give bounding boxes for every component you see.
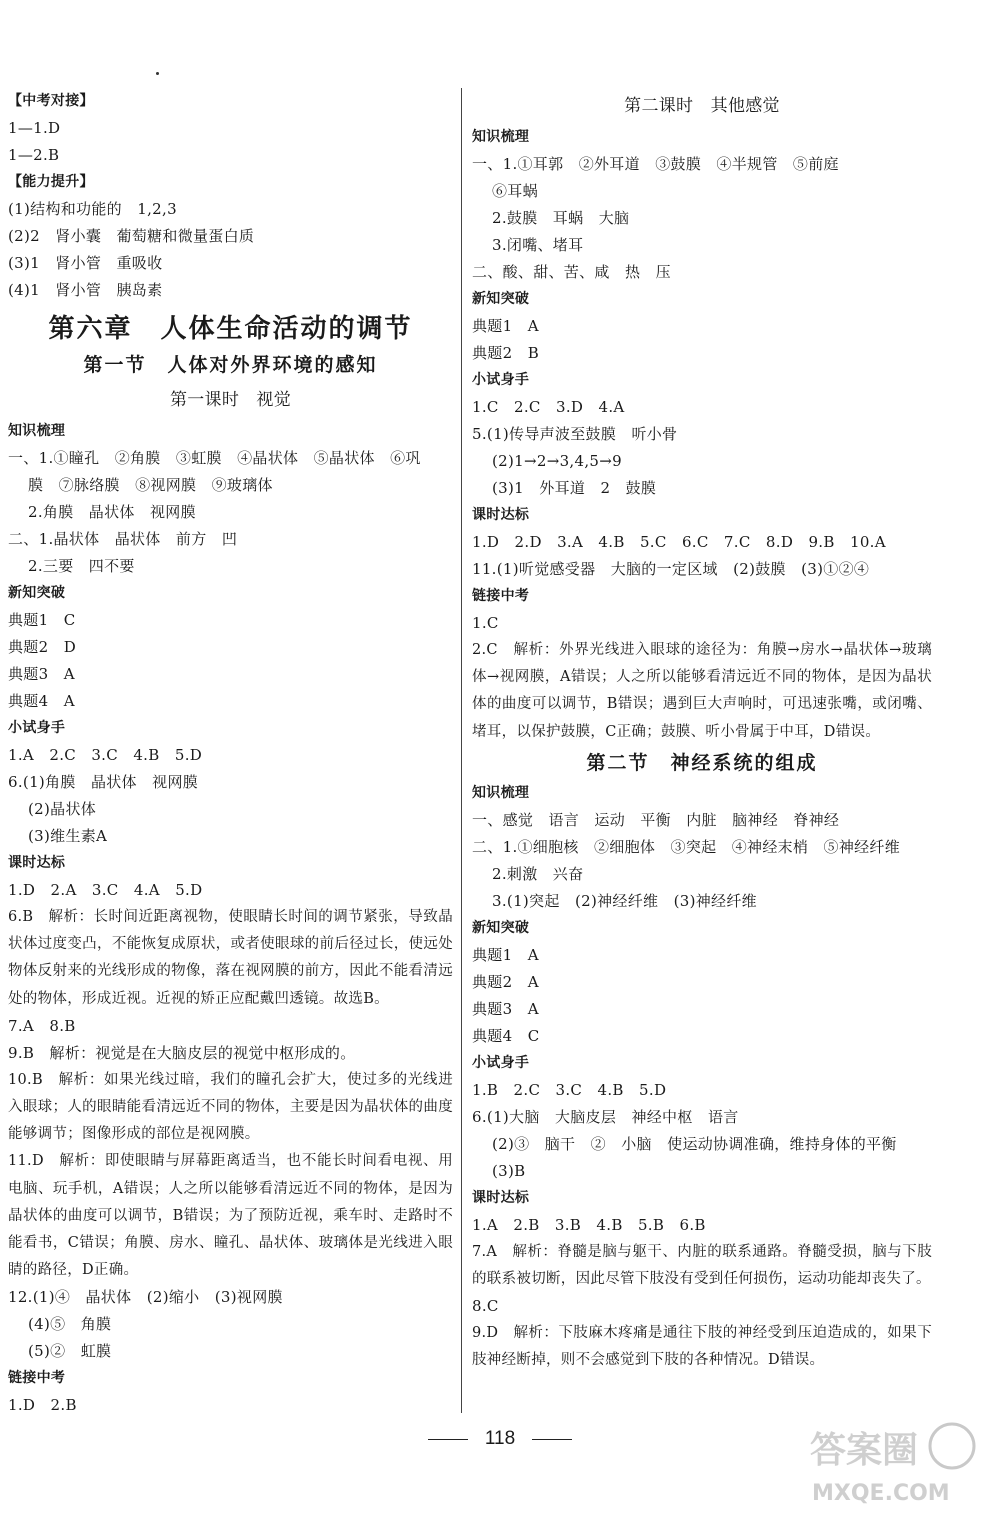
text-line: (2)2 肾小囊 葡萄糖和微量蛋白质 — [8, 227, 255, 245]
text-line: 6.(1)大脑 大脑皮层 神经中枢 语言 — [472, 1107, 739, 1126]
text-line: 6.(1)角膜 晶状体 视网膜 — [8, 773, 199, 791]
text-line: (3)1 肾小管 重吸收 — [8, 254, 163, 272]
text-line: 1.D 2.B — [8, 1396, 77, 1415]
lesson-title: 第二课时 其他感觉 — [624, 96, 780, 116]
section-heading: 知识梳理 — [472, 784, 530, 801]
text-line: 1.D 2.D 3.A 4.B 5.C 6.C 7.C 8.D 9.B 10.A — [472, 533, 886, 551]
text-line: 膜 ⑦脉络膜 ⑧视网膜 ⑨玻璃体 — [28, 476, 273, 494]
section-heading: 小试身手 — [472, 372, 530, 388]
text-line: 典题1 A — [472, 317, 539, 335]
text-line: 典题2 A — [472, 972, 539, 991]
explanation-paragraph: 9.D 解析：下肢麻木疼痛是通往下肢的神经受到压迫造成的，如果下肢神经断掉，则不会感觉到下肢的各种情况。D错误。 — [472, 1325, 932, 1369]
text-line: 一、1.①瞳孔 ②角膜 ③虹膜 ④晶状体 ⑤晶状体 ⑥巩 — [8, 449, 421, 467]
text-line: 3.闭嘴、堵耳 — [492, 236, 584, 254]
section-heading: 课时达标 — [472, 1189, 530, 1206]
lesson-title: 第一课时 视觉 — [169, 390, 292, 410]
text-line: 典题4 A — [8, 692, 75, 710]
section-heading: 新知突破 — [472, 291, 530, 307]
text-line: 2.刺激 兴奋 — [492, 864, 584, 883]
section-heading: 小试身手 — [8, 720, 66, 736]
text-line: 典题1 A — [472, 945, 539, 964]
text-line: 2.三要 四不要 — [28, 557, 135, 575]
text-line: 9.B 解析：视觉是在大脑皮层的视觉中枢形成的。 — [8, 1043, 356, 1062]
text-line: (1)结构和功能的 1,2,3 — [8, 200, 177, 218]
section-heading: 课时达标 — [8, 855, 66, 871]
text-line: 二、1.晶状体 晶状体 前方 凹 — [8, 530, 238, 548]
text-line: 3.(1)突起 (2)神经纤维 (3)神经纤维 — [492, 891, 757, 910]
text-line: 二、酸、甜、苦、咸 热 压 — [472, 263, 671, 281]
section-heading: 知识梳理 — [8, 423, 66, 439]
text-line: (4)⑤ 角膜 — [28, 1315, 112, 1334]
text-line: 典题2 D — [8, 638, 77, 656]
text-line: (3)维生素A — [28, 827, 108, 845]
text-line: 1—2.B — [8, 146, 60, 164]
text-line: 典题1 C — [8, 611, 76, 629]
text-line: 典题3 A — [8, 665, 75, 683]
section-heading: 新知突破 — [8, 585, 66, 601]
text-line: 5.(1)传导声波至鼓膜 听小骨 — [472, 425, 678, 443]
section-heading: 链接中考 — [472, 588, 530, 604]
text-line: (3)1 外耳道 2 鼓膜 — [492, 479, 657, 497]
section-heading: 【能力提升】 — [8, 174, 94, 190]
text-line: 一、1.①耳郭 ②外耳道 ③鼓膜 ④半规管 ⑤前庭 — [472, 155, 839, 173]
text-line: 1.A 2.C 3.C 4.B 5.D — [8, 746, 203, 764]
text-line: (2)1→2→3,4,5→9 — [492, 452, 622, 470]
watermark-top: 答案圈 — [810, 1430, 919, 1471]
section-heading: 链接中考 — [8, 1370, 66, 1387]
text-line: 8.C — [472, 1297, 499, 1316]
explanation-paragraph: 10.B 解析：如果光线过暗，我们的瞳孔会扩大，使过多的光线进入眼球；人的眼睛能看清远近不同的物体，主要是因为晶状体的曲度能够调节；图像形成的部位是视网膜。 — [8, 1071, 453, 1143]
text-line: (3)B — [492, 1161, 526, 1180]
footer-rule-right — [532, 1439, 572, 1440]
right-column — [472, 88, 932, 1375]
watermark-bottom: MXQE.COM — [812, 1481, 950, 1506]
text-line: 2.角膜 晶状体 视网膜 — [28, 503, 196, 521]
text-line: 1.B 2.C 3.C 4.B 5.D — [472, 1080, 667, 1099]
page-number: 118 — [484, 1428, 516, 1449]
text-line: (2)③ 脑干 ② 小脑 使运动协调准确，维持身体的平衡 — [492, 1134, 897, 1153]
explanation-paragraph: 7.A 解析：脊髓是脑与躯干、内脏的联系通路。脊髓受损，脑与下肢的联系被切断，因此尽管下肢没有受到任何损伤，运动功能却丧失了。 — [472, 1243, 932, 1288]
text-line: 1.A 2.B 3.B 4.B 5.B 6.B — [472, 1215, 706, 1234]
text-line: 二、1.①细胞核 ②细胞体 ③突起 ④神经末梢 ⑤神经纤维 — [472, 837, 901, 856]
section-heading: 知识梳理 — [472, 129, 530, 145]
text-line: 一、感觉 语言 运动 平衡 内脏 脑神经 脊神经 — [472, 810, 840, 829]
text-line: 1.D 2.A 3.C 4.A 5.D — [8, 881, 203, 899]
text-line: 7.A 8.B — [8, 1016, 76, 1035]
text-line: 1.C 2.C 3.D 4.A — [472, 398, 625, 416]
text-line: 12.(1)④ 晶状体 (2)缩小 (3)视网膜 — [8, 1288, 283, 1307]
text-line: (5)② 虹膜 — [28, 1342, 112, 1361]
explanation-paragraph: 2.C 解析：外界光线进入眼球的途径为：角膜→房水→晶状体→玻璃体→视网膜，A错误；人之所以能够看清远近不同的物体，是因为晶状体的曲度可以调节，B错误；遇到巨大声响时，可迅速张嘴，或闭嘴、堵耳，以保护鼓膜，C正确；鼓膜、听小骨属于中耳，D错误。 — [472, 642, 932, 740]
explanation-paragraph: 11.D 解析：即使眼睛与屏幕距离适当，也不能长时间看电视、用电脑、玩手机，A错误；人之所以能够看清远近不同的物体，是因为晶状体的曲度可以调节，B错误；为了预防近视，乘车时、走路时不能看书，C错误；角膜、房水、瞳孔、晶状体、玻璃体是光线进入眼睛的路径，D正确。 — [8, 1153, 453, 1279]
section-heading: 课时达标 — [472, 507, 530, 523]
explanation-paragraph: 6.B 解析：长时间近距离视物，使眼睛长时间的调节紧张，导致晶状体过度变凸，不能恢复成原状，或者使眼球的前后径过长，使远处物体反射来的光线形成的物像，落在视网膜的前方，因此不能看清远处的物体，形成近视。近视的矫正应配戴凹透镜。故选B。 — [8, 909, 453, 1007]
text-line: (4)1 肾小管 胰岛素 — [8, 281, 163, 299]
watermark-logo — [802, 1418, 982, 1510]
text-line: ⑥耳蜗 — [492, 182, 538, 200]
text-line: 2.鼓膜 耳蜗 大脑 — [492, 209, 630, 227]
scan-dot — [156, 72, 159, 75]
footer-rule-left — [428, 1439, 468, 1440]
text-line: 典题3 A — [472, 999, 539, 1018]
left-column — [8, 88, 453, 1419]
section-heading: 【中考对接】 — [8, 93, 94, 109]
chapter-title: 第六章 人体生命活动的调节 — [48, 314, 413, 344]
column-divider — [461, 88, 462, 1413]
text-line: 典题2 B — [472, 344, 540, 362]
text-line: 典题4 C — [472, 1026, 540, 1045]
text-line: 1—1.D — [8, 119, 61, 137]
section-title: 第二节 神经系统的组成 — [586, 751, 818, 774]
section-heading: 新知突破 — [472, 919, 530, 936]
section-title: 第一节 人体对外界环境的感知 — [83, 354, 378, 376]
text-line: (2)晶状体 — [28, 800, 97, 818]
text-line: 1.C — [472, 614, 499, 632]
section-heading: 小试身手 — [472, 1054, 530, 1071]
text-line: 11.(1)听觉感受器 大脑的一定区域 (2)鼓膜 (3)①②④ — [472, 560, 870, 578]
